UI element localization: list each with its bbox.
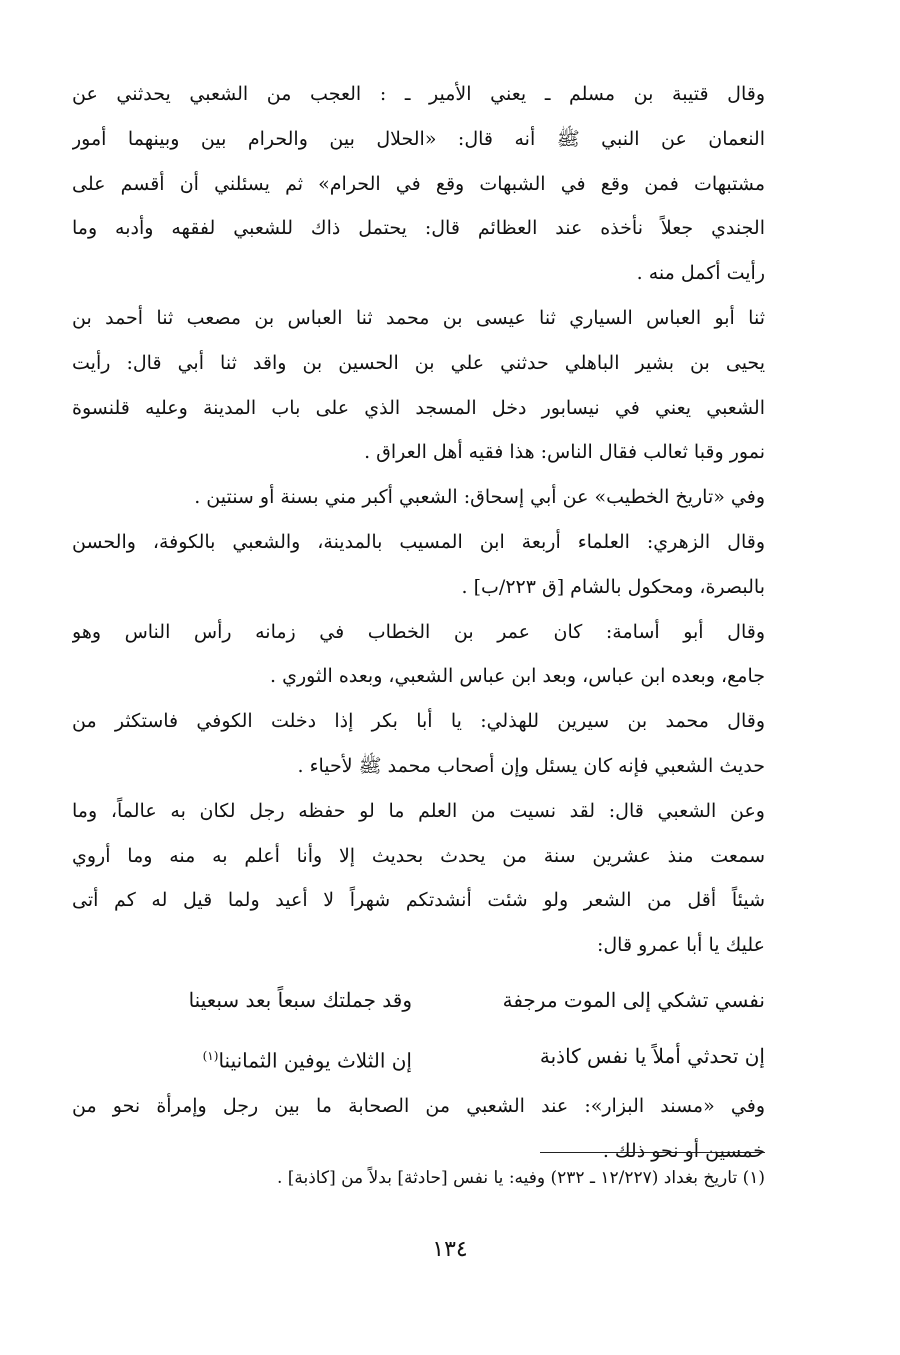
poem [72,972,765,1084]
text-line: خمسين أو نحو ذلك . [602,1139,765,1162]
verse-second-hemistich: وقد جملتك سبعاً بعد سبعينا [188,987,412,1012]
text-line: حديث الشعبي فإنه كان يسئل وإن أصحاب محمد ﷺ لأحياء . [297,754,765,777]
text-line: وفي «تاريخ الخطيب» عن أبي إسحاق: الشعبي أكبر مني بسنة أو سنتين . [194,486,765,509]
text-line: وعن الشعبي قال: لقد نسيت من العلم ما لو حفظه رجل لكان به عالماً، وما [72,799,765,822]
text-line: عليك يا أبا عمرو قال: [596,934,765,957]
verse-second-text: إن الثلاث يوفين الثمانينا [218,1048,412,1073]
text-line: وفي «مسند البزار»: عند الشعبي من الصحابة ما بين رجل وإمرأة نحو من [72,1094,765,1117]
text-line: وقال أبو أسامة: كان عمر بن الخطاب في زمانه رأس الناس وهو [72,620,765,643]
page-number: ١٣٤ [432,1237,468,1262]
verse [72,972,765,1028]
text-line: الشعبي يعني في نيسابور دخل المسجد الذي على باب المدينة وعليه قلنسوة [72,396,765,419]
text-line: رأيت أكمل منه . [636,262,765,285]
paragraph [72,789,765,968]
paragraph [72,520,765,610]
footnote-marker: (١) [202,1048,219,1063]
verse-first-hemistich: نفسي تشكي إلى الموت مرجفة [502,987,765,1012]
paragraph [72,296,765,475]
paragraph [72,610,765,700]
verse-second-hemistich [112,1028,412,1089]
text-line: وقال الزهري: العلماء أربعة ابن المسيب بالمدينة، والشعبي بالكوفة، والحسن [72,530,765,553]
text-line: مشتبهات فمن وقع في الشبهات وقع في الحرام» ثم يسئلني أن أقسم على [72,172,765,195]
verse [72,1028,765,1084]
footnote-separator [540,1152,765,1153]
paragraph [72,699,765,789]
text-line: شيئاً أقل من الشعر ولو شئت أنشدتكم شهراً لا أعيد ولما قيل له كم أتى [72,889,765,912]
text-line: سمعت منذ عشرين سنة من يحدث بحديث إلا وأنا أعلم به منه وما أروي [72,844,765,867]
text-line: ثنا أبو العباس السياري ثنا عيسى بن محمد ثنا العباس بن مصعب ثنا أحمد بن [72,306,765,329]
paragraph [72,1084,765,1174]
paragraph [72,475,765,520]
main-text [72,72,765,1174]
paragraph [72,72,765,296]
footnote: (١) تاريخ بغداد (١٢/٢٢٧ ـ ٢٣٢) وفيه: يا نفس [حادثة] بدلاً من [كاذبة] . [276,1168,765,1188]
text-line: النعمان عن النبي ﷺ أنه قال: «الحلال بين والحرام بين وبينهما أمور [72,127,765,150]
verse-first-hemistich: إن تحدثي أملاً يا نفس كاذبة [539,1043,765,1068]
text-line: نمور وقبا ثعالب فقال الناس: هذا فقيه أهل العراق . [364,441,765,464]
text-line: جامع، وبعده ابن عباس، وبعد ابن عباس الشعبي، وبعده الثوري . [270,665,765,688]
text-line: يحيى بن بشير الباهلي حدثني علي بن الحسين بن واقد ثنا أبي قال: رأيت [72,351,765,374]
text-line: وقال محمد بن سيرين للهذلي: يا أبا بكر إذا دخلت الكوفي فاستكثر من [72,710,765,733]
text-line: بالبصرة، ومحكول بالشام [ق ٢٢٣/ب] . [461,575,765,598]
text-line: الجندي جعلاً نأخذه عند العظائم قال: يحتمل ذاك للشعبي لفقهه وأدبه وما [72,217,765,240]
text-line: وقال قتيبة بن مسلم ـ يعني الأمير ـ : العجب من الشعبي يحدثني عن [72,83,765,105]
